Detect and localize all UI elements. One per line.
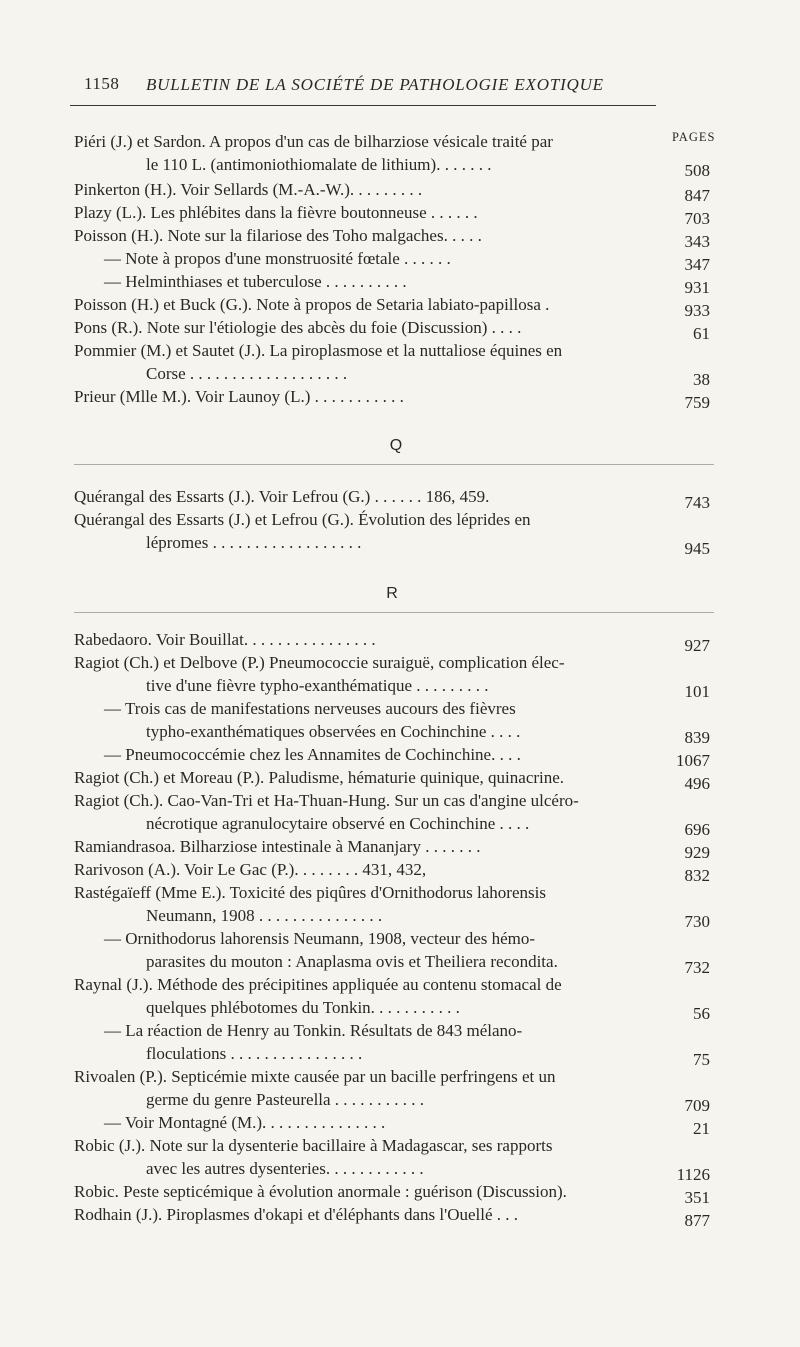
index-entry <box>74 485 642 508</box>
entry-line: Pinkerton (H.). Voir Sellards (M.-A.-W.). . . . . . . . . <box>74 180 423 199</box>
index-entry <box>74 293 642 316</box>
index-entry <box>74 385 642 408</box>
entry-line: Piéri (J.) et Sardon. A propos d'un cas de bilharziose vésicale traité par <box>74 132 553 151</box>
entry-line: Rodhain (J.). Piroplasmes d'okapi et d'éléphants dans l'Ouellé . . . <box>74 1205 519 1224</box>
entry-continuation-line: floculations . . . . . . . . . . . . . . . . <box>146 1044 363 1063</box>
entry-page-number: 709 <box>684 1096 710 1115</box>
entry-page-number: 696 <box>684 820 710 839</box>
entry-line: Ragiot (Ch.) et Moreau (P.). Paludisme, hématurie quinique, quinacrine. <box>74 768 565 787</box>
entry-page-number: 61 <box>693 324 710 343</box>
entry-continuation-line: germe du genre Pasteurella . . . . . . . . . . . <box>146 1090 425 1109</box>
entry-line: Poisson (H.). Note sur la filariose des Toho malgaches. . . . . <box>74 226 482 245</box>
entry-page-number: 743 <box>684 493 710 512</box>
index-entry <box>74 130 642 176</box>
entry-page-number: 508 <box>684 161 710 180</box>
entry-page-number: 703 <box>684 209 710 228</box>
entry-page-number: 931 <box>684 278 710 297</box>
entry-continuation-line: tive d'une fièvre typho-exanthématique . . . . . . . . . <box>146 676 489 695</box>
entry-page-number: 1067 <box>676 751 710 770</box>
entry-page-number: 929 <box>684 843 710 862</box>
entry-line: Rivoalen (P.). Septicémie mixte causée par un bacille perfringens et un <box>74 1067 556 1086</box>
index-entry <box>74 178 642 201</box>
index-entry <box>74 973 642 1019</box>
entry-line: Raynal (J.). Méthode des précipitines appliquée au contenu stomacal de <box>74 975 562 994</box>
entry-line: — La réaction de Henry au Tonkin. Résultats de 843 mélano- <box>104 1021 523 1040</box>
entry-continuation-line: Corse . . . . . . . . . . . . . . . . . . . <box>146 364 348 383</box>
entry-line: Ragiot (Ch.). Cao-Van-Tri et Ha-Thuan-Hung. Sur un cas d'angine ulcéro- <box>74 791 579 810</box>
entry-line: Ragiot (Ch.) et Delbove (P.) Pneumococcie suraiguë, complication élec- <box>74 653 565 672</box>
entry-page-number: 730 <box>684 912 710 931</box>
entry-continuation-line: parasites du mouton : Anaplasma ovis et Theiliera recondita. <box>146 952 558 971</box>
index-entry <box>74 224 642 247</box>
entry-line: Poisson (H.) et Buck (G.). Note à propos de Setaria labiato-papillosa . <box>74 295 550 314</box>
entry-line: Pommier (M.) et Sautet (J.). La piroplasmose et la nuttaliose équines en <box>74 341 563 360</box>
entry-page-number: 351 <box>684 1188 710 1207</box>
index-entry <box>74 316 642 339</box>
index-entry <box>74 743 642 766</box>
entry-line: Robic. Peste septicémique à évolution anormale : guérison (Discussion). <box>74 1182 567 1201</box>
entry-line: — Trois cas de manifestations nerveuses aucours des fièvres <box>104 699 516 718</box>
entry-line: — Helminthiases et tuberculose . . . . . . . . . . <box>104 272 407 291</box>
index-entry <box>74 1111 642 1134</box>
entry-line: — Pneumococcémie chez les Annamites de Cochinchine. . . . <box>104 745 521 764</box>
entry-line: Rastégaïeff (Mme E.). Toxicité des piqûres d'Ornithodorus lahorensis <box>74 883 546 902</box>
entry-page-number: 21 <box>693 1119 710 1138</box>
entry-page-number: 839 <box>684 728 710 747</box>
entry-page-number: 101 <box>684 682 710 701</box>
index-entry <box>74 628 642 651</box>
index-entry <box>74 858 642 881</box>
index-entry <box>74 339 642 385</box>
entry-page-number: 945 <box>684 539 710 558</box>
page-number: 1158 <box>84 74 120 93</box>
index-entry <box>74 1134 642 1180</box>
index-entry <box>74 927 642 973</box>
section-letter-q: Q <box>389 437 403 454</box>
entry-page-number: 927 <box>684 636 710 655</box>
index-entry <box>74 697 642 743</box>
entry-page-number: 75 <box>693 1050 710 1069</box>
entry-line: Ramiandrasoa. Bilharziose intestinale à Mananjary . . . . . . . <box>74 837 481 856</box>
entry-line: Pons (R.). Note sur l'étiologie des abcès du foie (Discussion) . . . . <box>74 318 522 337</box>
entry-continuation-line: lépromes . . . . . . . . . . . . . . . . . . <box>146 533 362 552</box>
entry-page-number: 347 <box>684 255 710 274</box>
header-rule <box>70 105 656 106</box>
entry-page-number: 56 <box>693 1004 710 1023</box>
entry-page-number: 732 <box>684 958 710 977</box>
index-entry <box>74 789 642 835</box>
entry-continuation-line: le 110 L. (antimoniothiomalate de lithium). . . . . . . <box>146 155 492 174</box>
entry-line: Quérangal des Essarts (J.). Voir Lefrou (G.) . . . . . . 186, 459. <box>74 487 490 506</box>
entry-line: — Note à propos d'une monstruosité fœtale . . . . . . <box>104 249 451 268</box>
entry-page-number: 832 <box>684 866 710 885</box>
entry-line: Prieur (Mlle M.). Voir Launoy (L.) . . . . . . . . . . . <box>74 387 404 406</box>
entry-continuation-line: nécrotique agranulocytaire observé en Cochinchine . . . . <box>146 814 530 833</box>
index-entry <box>74 1019 642 1065</box>
index-entry <box>74 1065 642 1111</box>
index-entry <box>74 270 642 293</box>
journal-title: BULLETIN DE LA SOCIÉTÉ DE PATHOLOGIE EXOTIQUE <box>146 75 604 94</box>
entry-page-number: 759 <box>684 393 710 412</box>
entry-continuation-line: typho-exanthématiques observées en Cochinchine . . . . <box>146 722 521 741</box>
entry-continuation-line: Neumann, 1908 . . . . . . . . . . . . . . . <box>146 906 383 925</box>
entry-page-number: 1126 <box>676 1165 710 1184</box>
entry-page-number: 38 <box>693 370 710 389</box>
entry-continuation-line: avec les autres dysenteries. . . . . . . . . . . . <box>146 1159 424 1178</box>
entry-continuation-line: quelques phlébotomes du Tonkin. . . . . . . . . . . <box>146 998 460 1017</box>
entry-line: Rabedaoro. Voir Bouillat. . . . . . . . . . . . . . . . <box>74 630 376 649</box>
section-divider-r <box>74 612 714 613</box>
index-entry <box>74 247 642 270</box>
entry-page-number: 496 <box>684 774 710 793</box>
index-entry <box>74 1180 642 1203</box>
entry-page-number: 877 <box>684 1211 710 1230</box>
entry-line: Rarivoson (A.). Voir Le Gac (P.). . . . . . . . 431, 432, <box>74 860 427 879</box>
entry-line: Quérangal des Essarts (J.) et Lefrou (G.). Évolution des léprides en <box>74 510 531 529</box>
entry-line: Plazy (L.). Les phlébites dans la fièvre boutonneuse . . . . . . <box>74 203 478 222</box>
index-entry <box>74 201 642 224</box>
index-entry <box>74 766 642 789</box>
entry-page-number: 847 <box>684 186 710 205</box>
entry-page-number: 343 <box>684 232 710 251</box>
index-entry <box>74 651 642 697</box>
index-entry <box>74 881 642 927</box>
entry-page-number: 933 <box>684 301 710 320</box>
entry-line: Robic (J.). Note sur la dysenterie bacillaire à Madagascar, ses rapports <box>74 1136 553 1155</box>
section-divider-q <box>74 464 714 465</box>
pages-column-label: PAGES <box>672 130 716 144</box>
index-entry <box>74 1203 642 1226</box>
index-entry <box>74 835 642 858</box>
index-entry <box>74 508 642 554</box>
entry-line: — Voir Montagné (M.). . . . . . . . . . . . . . . <box>104 1113 386 1132</box>
entry-line: — Ornithodorus lahorensis Neumann, 1908, vecteur des hémo- <box>104 929 536 948</box>
section-letter-r: R <box>386 585 398 602</box>
